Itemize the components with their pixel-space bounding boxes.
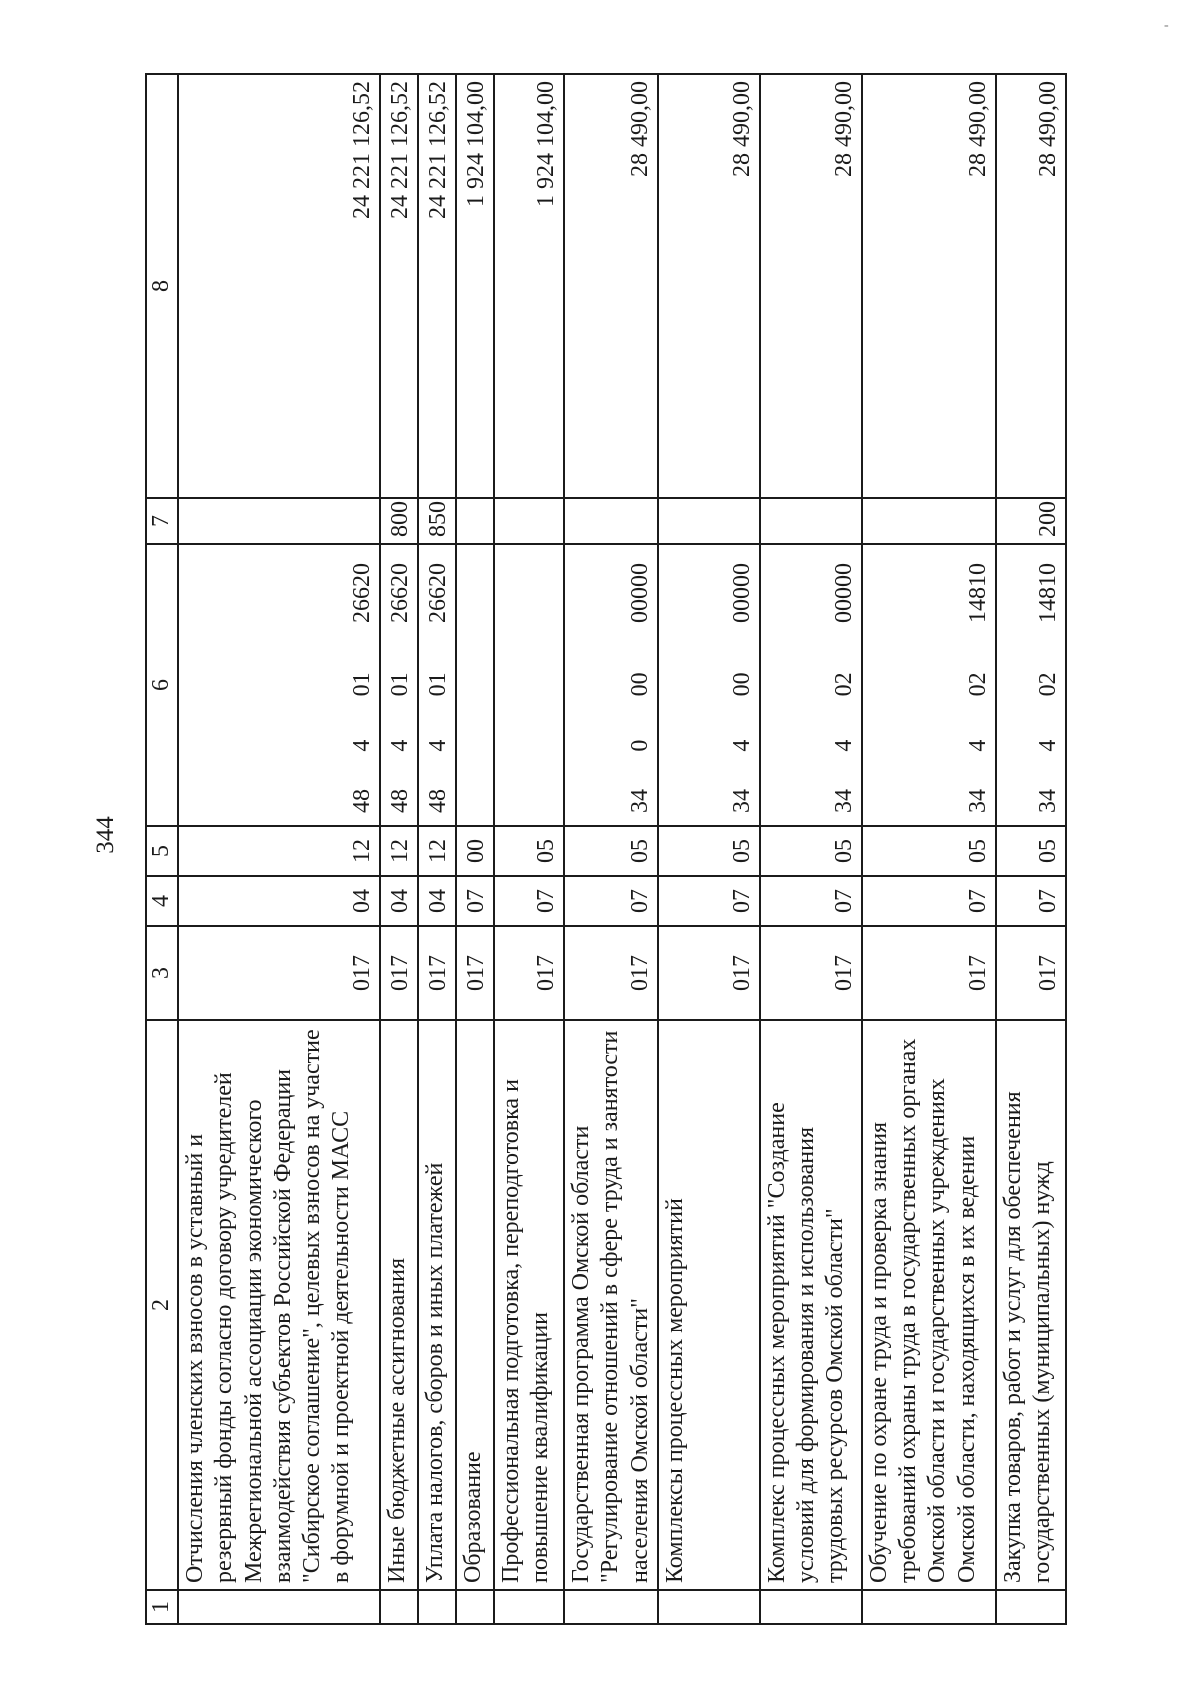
header-col-3: 3 xyxy=(146,926,178,1020)
section-code-cell: 07 xyxy=(564,876,658,926)
row-number-cell xyxy=(564,1590,658,1624)
subsection-code-cell: 12 xyxy=(178,826,380,876)
rotated-table-wrapper xyxy=(145,75,1185,1625)
grbs-code-cell: 017 xyxy=(178,926,380,1020)
grbs-code-cell: 017 xyxy=(380,926,418,1020)
header-row xyxy=(146,74,178,1624)
table-row xyxy=(494,74,564,1624)
section-code-cell: 07 xyxy=(494,876,564,926)
amount-cell: 24 221 126,52 xyxy=(178,74,380,498)
header-col-2: 2 xyxy=(146,1020,178,1590)
program-code: 48 xyxy=(386,789,413,813)
subprogram-code: 4 xyxy=(1034,739,1061,752)
row-number-cell xyxy=(178,1590,380,1624)
target-article-cell xyxy=(658,544,760,826)
direction-code: 26620 xyxy=(386,563,413,624)
expense-type-cell xyxy=(456,498,494,544)
expense-type-cell: 800 xyxy=(380,498,418,544)
target-article-cell xyxy=(178,544,380,826)
target-article-cell xyxy=(564,544,658,826)
expense-type-cell xyxy=(178,498,380,544)
target-article-cell xyxy=(380,544,418,826)
expense-type-cell xyxy=(760,498,862,544)
direction-code: 00000 xyxy=(830,563,857,624)
direction-code: 14810 xyxy=(1034,563,1061,624)
activity-code: 02 xyxy=(1034,672,1061,697)
row-number-cell xyxy=(760,1590,862,1624)
expense-type-cell xyxy=(564,498,658,544)
scan-mark: - xyxy=(1164,18,1169,33)
target-article-cell xyxy=(862,544,996,826)
subprogram-code: 0 xyxy=(626,739,653,752)
header-col-6: 6 xyxy=(146,544,178,826)
direction-code: 00000 xyxy=(728,563,755,624)
direction-code: 26620 xyxy=(424,563,451,624)
table-row xyxy=(178,74,380,1624)
program-code: 34 xyxy=(626,789,653,813)
table-row xyxy=(456,74,494,1624)
program-code: 48 xyxy=(348,789,375,813)
activity-code: 02 xyxy=(830,672,857,697)
row-number-cell xyxy=(418,1590,456,1624)
expense-type-cell: 200 xyxy=(996,498,1066,544)
activity-code: 02 xyxy=(964,672,991,697)
section-code-cell: 07 xyxy=(862,876,996,926)
row-number-cell xyxy=(658,1590,760,1624)
subsection-code-cell: 05 xyxy=(760,826,862,876)
expense-type-cell: 850 xyxy=(418,498,456,544)
item-name-cell: Обучение по охране труда и проверка знания требований охраны труда в государственных органах Омской области и государственных учреждениях Омской области, находящихся в их ведении xyxy=(862,1020,996,1590)
item-name-cell: Уплата налогов, сборов и иных платежей xyxy=(418,1020,456,1590)
grbs-code-cell: 017 xyxy=(456,926,494,1020)
row-number-cell xyxy=(380,1590,418,1624)
activity-code: 01 xyxy=(348,672,375,697)
activity-code: 01 xyxy=(424,672,451,697)
activity-code: 00 xyxy=(626,672,653,697)
subsection-code-cell: 05 xyxy=(494,826,564,876)
section-code-cell: 04 xyxy=(380,876,418,926)
target-article-cell xyxy=(760,544,862,826)
target-article-cell xyxy=(418,544,456,826)
section-code-cell: 04 xyxy=(418,876,456,926)
amount-cell: 28 490,00 xyxy=(760,74,862,498)
subprogram-code: 4 xyxy=(386,739,413,752)
table-row xyxy=(418,74,456,1624)
table-row xyxy=(564,74,658,1624)
direction-code: 00000 xyxy=(626,563,653,624)
expense-type-cell xyxy=(494,498,564,544)
amount-cell: 28 490,00 xyxy=(996,74,1066,498)
grbs-code-cell: 017 xyxy=(494,926,564,1020)
grbs-code-cell: 017 xyxy=(418,926,456,1020)
item-name-cell: Закупка товаров, работ и услуг для обеспечения государственных (муниципальных) нужд xyxy=(996,1020,1066,1590)
amount-cell: 28 490,00 xyxy=(862,74,996,498)
amount-cell: 28 490,00 xyxy=(564,74,658,498)
header-col-7: 7 xyxy=(146,498,178,544)
grbs-code-cell: 017 xyxy=(658,926,760,1020)
table-row xyxy=(760,74,862,1624)
target-article-cell xyxy=(456,544,494,826)
program-code: 34 xyxy=(964,789,991,813)
expense-type-cell xyxy=(658,498,760,544)
page-number: 344 xyxy=(92,816,119,854)
subprogram-code: 4 xyxy=(424,739,451,752)
item-name-cell: Образование xyxy=(456,1020,494,1590)
subsection-code-cell: 12 xyxy=(380,826,418,876)
subsection-code-cell: 05 xyxy=(658,826,760,876)
row-number-cell xyxy=(494,1590,564,1624)
item-name-cell: Профессиональная подготовка, переподготовка и повышение квалификации xyxy=(494,1020,564,1590)
activity-code: 00 xyxy=(728,672,755,697)
amount-cell: 24 221 126,52 xyxy=(380,74,418,498)
table-row xyxy=(380,74,418,1624)
table-row xyxy=(996,74,1066,1624)
section-code-cell: 07 xyxy=(760,876,862,926)
subsection-code-cell: 05 xyxy=(564,826,658,876)
subprogram-code: 4 xyxy=(964,739,991,752)
amount-cell: 24 221 126,52 xyxy=(418,74,456,498)
subprogram-code: 4 xyxy=(728,739,755,752)
subprogram-code: 4 xyxy=(830,739,857,752)
program-code: 48 xyxy=(424,789,451,813)
row-number-cell xyxy=(996,1590,1066,1624)
subsection-code-cell: 05 xyxy=(862,826,996,876)
header-col-4: 4 xyxy=(146,876,178,926)
section-code-cell: 04 xyxy=(178,876,380,926)
amount-cell: 1 924 104,00 xyxy=(456,74,494,498)
subsection-code-cell: 00 xyxy=(456,826,494,876)
item-name-cell: Комплекс процессных мероприятий "Создание условий для формирования и использования трудовых ресурсов Омской области" xyxy=(760,1020,862,1590)
program-code: 34 xyxy=(728,789,755,813)
amount-cell: 28 490,00 xyxy=(658,74,760,498)
expense-type-cell xyxy=(862,498,996,544)
section-code-cell: 07 xyxy=(456,876,494,926)
row-number-cell xyxy=(456,1590,494,1624)
grbs-code-cell: 017 xyxy=(760,926,862,1020)
program-code: 34 xyxy=(830,789,857,813)
subprogram-code: 4 xyxy=(348,739,375,752)
direction-code: 14810 xyxy=(964,563,991,624)
direction-code: 26620 xyxy=(348,563,375,624)
section-code-cell: 07 xyxy=(658,876,760,926)
section-code-cell: 07 xyxy=(996,876,1066,926)
table-row xyxy=(658,74,760,1624)
grbs-code-cell: 017 xyxy=(996,926,1066,1020)
header-col-1: 1 xyxy=(146,1590,178,1624)
program-code: 34 xyxy=(1034,789,1061,813)
activity-code: 01 xyxy=(386,672,413,697)
grbs-code-cell: 017 xyxy=(862,926,996,1020)
row-number-cell xyxy=(862,1590,996,1624)
target-article-cell xyxy=(494,544,564,826)
header-col-5: 5 xyxy=(146,826,178,876)
item-name-cell: Государственная программа Омской области "Регулирование отношений в сфере труда и занятости населения Омской области" xyxy=(564,1020,658,1590)
header-col-8: 8 xyxy=(146,74,178,498)
item-name-cell: Отчисления членских взносов в уставный и резервный фонды согласно договору учредителей Межрегиональной ассоциации экономического взаимодействия субъектов Российской Федерации "Сибирское соглашение", целевых взносов на участие в форумной и проектной деятельности МАСС xyxy=(178,1020,380,1590)
item-name-cell: Комплексы процессных мероприятий xyxy=(658,1020,760,1590)
item-name-cell: Иные бюджетные ассигнования xyxy=(380,1020,418,1590)
amount-cell: 1 924 104,00 xyxy=(494,74,564,498)
table-row xyxy=(862,74,996,1624)
subsection-code-cell: 05 xyxy=(996,826,1066,876)
budget-table xyxy=(145,73,1067,1625)
grbs-code-cell: 017 xyxy=(564,926,658,1020)
subsection-code-cell: 12 xyxy=(418,826,456,876)
target-article-cell xyxy=(996,544,1066,826)
